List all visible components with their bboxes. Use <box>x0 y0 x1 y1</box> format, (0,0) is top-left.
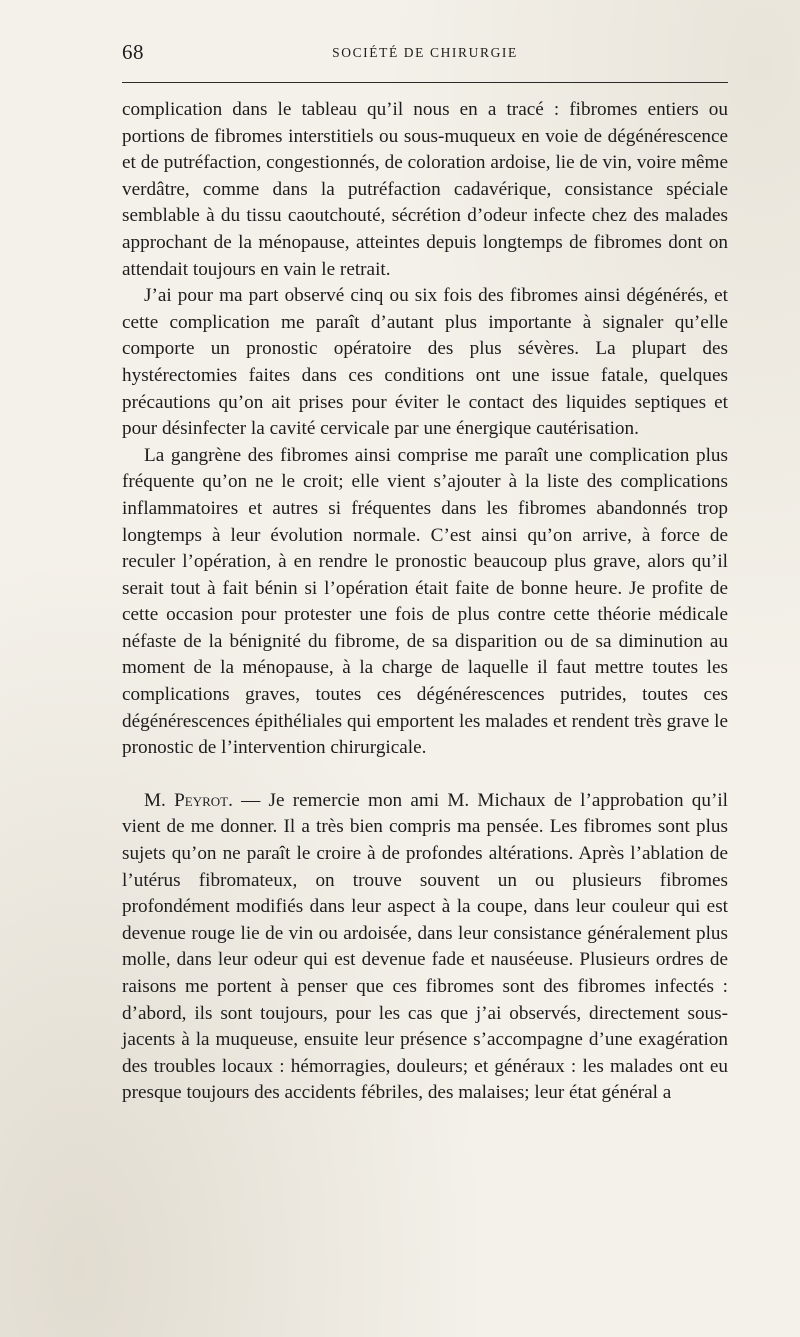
running-title: SOCIÉTÉ DE CHIRURGIE <box>332 45 518 60</box>
body-text <box>122 97 728 1107</box>
speaker-name: Peyrot <box>174 789 229 811</box>
paragraph: La gangrène des fibromes ainsi comprise me paraît une complication plus fréquente qu’on ne le croit; elle vient s’ajouter à la liste des complications inflammatoires et autres si fréquentes dans les fibromes abandonnés trop longtemps à leur évolution normale. C’est ainsi qu’on arrive, à force de reculer l’opération, à en rendre le pronostic beaucoup plus grave, alors qu’il serait tout à fait bénin si l’opération était faite de bonne heure. Je profite de cette occasion pour protester une fois de plus contre cette théorie médicale néfaste de la bénignité du fibrome, de sa disparition ou de sa diminution au moment de la ménopause, à la charge de laquelle il faut mettre toutes les complications graves, toutes ces dégénérescences putrides, toutes ces dégénérescences épithéliales qui emportent les malades et rendent très grave le pronostic de l’intervention chirurgicale. <box>122 444 728 759</box>
page-number: 68 <box>122 40 144 64</box>
page-header <box>122 40 728 80</box>
paragraph: J’ai pour ma part observé cinq ou six fois des fibromes ainsi dégénérés, et cette complication me paraît d’autant plus importante à signaler qu’elle comporte un pronostic opératoire des plus sévères. La plupart des hystérectomies faites dans ces conditions ont une issue fatale, quelques précautions qu’on ait prises pour éviter le contact des liquides septiques et pour désinfecter la cavité cervicale par une énergique cautérisation. <box>122 285 728 440</box>
speaker-text: Je remercie mon ami M. Michaux de l’approbation qu’il vient de me donner. Il a très bien compris ma pensée. Les fibromes sont plus sujets qu’on ne paraît le croire à de profondes altérations. Après l’ablation de l’utérus fibromateux, on trouve souvent un ou plusieurs fibromes profondément modifiés dans leur aspect à la coupe, dans leur couleur qui est devenue rouge lie de vin ou ardoisée, dans leur consistance généralement plus molle, dans leur odeur qui est devenue fade et nauséeuse. Plusieurs ordres de raisons me portent à penser que ces fibromes sont des fibromes infectés : d’abord, ils sont toujours, pour les cas que j’ai observés, directement sous-jacents à la muqueuse, ensuite leur présence s’accompagne d’une exagération des troubles locaux : hémorragies, douleurs; et généraux : les malades ont eu presque toujours des accidents fébriles, des malaises; leur état général a <box>122 789 729 1104</box>
paragraph-continuation: complication dans le tableau qu’il nous en a tracé : fibromes entiers ou portions de fibromes interstitiels ou sous-muqueux en voie de dégénérescence et de putréfaction, congestionnés, de coloration ardoise, lie de vin, voire même verdâtre, comme dans la putréfaction cadavérique, consistance spéciale semblable à du tissu caoutchouté, sécrétion d’odeur infecte chez des malades approchant de la ménopause, atteintes depuis longtemps de fibromes dont on attendait toujours en vain le retrait. <box>122 99 728 280</box>
header-rule <box>122 82 728 83</box>
speaker-paragraph <box>122 788 728 1107</box>
speaker-prefix: M. <box>144 789 175 811</box>
speaker-separator: . — <box>228 789 269 811</box>
